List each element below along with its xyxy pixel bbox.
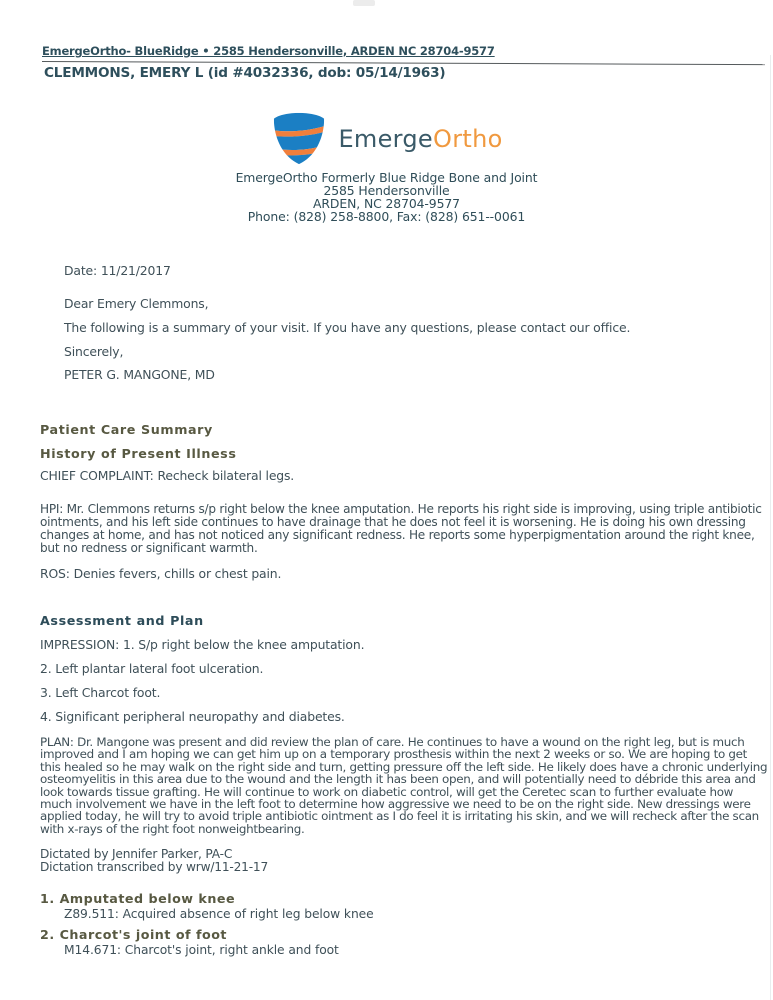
- patient-id-line: CLEMMONS, EMERY L (id #4032336, dob: 05/14/1963): [44, 65, 446, 81]
- diagnosis-title: [40, 891, 374, 906]
- diagnosis-item: [40, 927, 339, 957]
- wordmark-emerge: Emerge: [338, 125, 433, 153]
- assessment-plan-heading: Assessment and Plan: [40, 613, 204, 628]
- emergeortho-wordmark: [338, 125, 502, 153]
- ros-line: ROS: Denies fevers, chills or chest pain.: [40, 566, 282, 581]
- impression-item: IMPRESSION: 1. S/p right below the knee amputation.: [40, 637, 365, 652]
- diagnosis-name: Charcot's joint of foot: [59, 927, 227, 942]
- dictation-block: [40, 848, 268, 874]
- diagnosis-number: 2.: [40, 927, 55, 942]
- impression-item: 3. Left Charcot foot.: [40, 685, 161, 700]
- transcribed-by-line: Dictation transcribed by wrw/11-21-17: [40, 859, 269, 874]
- emergeortho-logo-icon: [270, 111, 328, 167]
- letterhead-line-2: 2585 Hendersonville: [323, 183, 450, 198]
- diagnosis-item: [40, 891, 374, 921]
- clinic-header-line: EmergeOrtho- BlueRidge • 2585 Hendersonville, ARDEN NC 28704-9577: [42, 44, 495, 58]
- letterhead-line-3: ARDEN, NC 28704-9577: [313, 196, 460, 211]
- plan-paragraph: PLAN: Dr. Mangone was present and did review the plan of care. He continues to have a wound on the right leg, but is much improved and I am hoping we can get him up on a temporary prosthesis within the next 2 weeks or so. We are hoping to get this healed so he may walk on the right side and turn, getting pressure off the left side. He likely does have a chronic underlying osteomyelitis in this area due to the wound and the length it has been open, and will potentially need to débride this area and look towards tissue grafting. He will continue to work on diabetic control, will get the Ceretec scan to further evaluate how much involvement we have in the left foot to determine how aggressive we need to be on the right side. New dressings were applied today, he will try to avoid triple antibiotic ointment as I do feel it is irritating his skin, and we will recheck after the scan with x-rays of the right foot nonweightbearing.: [40, 735, 768, 836]
- letter-signature: PETER G. MANGONE, MD: [64, 367, 215, 382]
- diagnosis-name: Amputated below knee: [59, 891, 236, 906]
- letter-closing: Sincerely,: [64, 344, 124, 359]
- letter-body: The following is a summary of your visit. If you have any questions, please contact our office.: [64, 320, 631, 335]
- chief-complaint-line: CHIEF COMPLAINT: Recheck bilateral legs.: [40, 468, 295, 483]
- impression-item: 2. Left plantar lateral foot ulceration.: [40, 661, 264, 676]
- diagnosis-code: M14.671: Charcot's joint, right ankle and foot: [64, 943, 339, 957]
- emergeortho-logo: [0, 110, 773, 168]
- letter-date: Date: 11/21/2017: [64, 263, 171, 278]
- diagnosis-title: [40, 927, 339, 942]
- letter-salutation: Dear Emery Clemmons,: [64, 296, 209, 311]
- letterhead-address-block: [0, 171, 773, 223]
- history-present-illness-heading: History of Present Illness: [40, 446, 237, 461]
- hpi-paragraph: HPI: Mr. Clemmons returns s/p right below the knee amputation. He reports his right side is improving, using triple antibiotic ointments, and his left side continues to have drainage that he does not feel it is worsening. He is doing his own dressing changes at home, and has not noticed any significant redness. He reports some hyperpigmentation around the right knee, but no redness or significant warmth.: [40, 502, 762, 555]
- diagnosis-number: 1.: [40, 891, 55, 906]
- diagnosis-code: Z89.511: Acquired absence of right leg below knee: [64, 907, 374, 921]
- impression-item: 4. Significant peripheral neuropathy and diabetes.: [40, 709, 345, 724]
- scan-artifact: [353, 0, 375, 6]
- letterhead-line-1: EmergeOrtho Formerly Blue Ridge Bone and Joint: [235, 170, 538, 185]
- patient-care-summary-heading: Patient Care Summary: [40, 422, 213, 437]
- dictated-by-line: Dictated by Jennifer Parker, PA-C: [40, 847, 233, 861]
- wordmark-ortho: Ortho: [433, 125, 503, 153]
- letterhead-line-4: Phone: (828) 258-8800, Fax: (828) 651--0061: [247, 209, 526, 224]
